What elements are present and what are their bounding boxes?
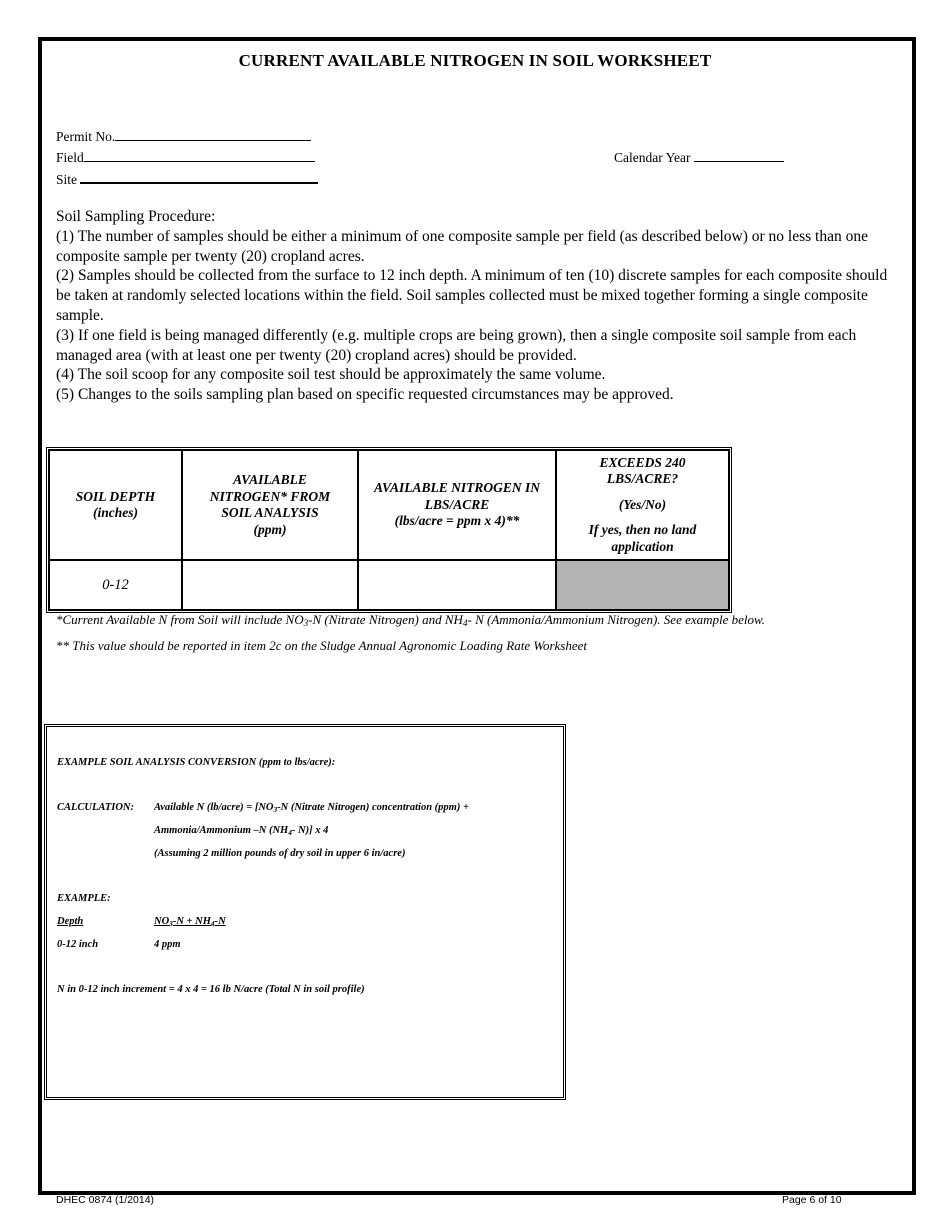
calculation-line-1: Available N (lb/acre) = [$NO_3-N$ (Nitrate Nitrogen) concentration (ppm) + <box>154 802 469 814</box>
soil-sampling-procedure <box>56 207 896 405</box>
depth-value: 0-12 inch <box>57 939 99 950</box>
procedure-item-5: (5) Changes to the soils sampling plan based on specific requested circumstances may be approved. <box>56 386 674 404</box>
nitrogen-header: $NO_3-N + NH_4-N$ <box>154 916 226 928</box>
example-heading: EXAMPLE SOIL ANALYSIS CONVERSION (ppm to lbs/acre): <box>57 757 336 768</box>
calculation-line-3: (Assuming 2 million pounds of dry soil in upper 6 in/acre) <box>154 848 406 859</box>
permit-field <box>56 128 311 145</box>
header-available-nitrogen-ppm: AVAILABLE NITROGEN* FROM SOIL ANALYSIS (ppm) <box>182 450 358 560</box>
example-box <box>44 724 566 1100</box>
site-label: Site <box>56 172 78 187</box>
depth-cell: 0-12 <box>49 560 182 610</box>
calculation-line-2: Ammonia/Ammonium –N ($NH_4-$ N)] x 4 <box>154 825 329 837</box>
field-label: Field <box>56 150 84 165</box>
permit-label: Permit No. <box>56 129 116 144</box>
footnote-current-available-n: *Current Available N from Soil will include $NO_3-N$ (Nitrate Nitrogen) and $NH_4-$ N (Ammonia/Ammonium Nitrogen). See example below. <box>56 612 765 628</box>
calendar-year-label: Calendar Year <box>614 150 691 165</box>
footnote-report-value: ** This value should be reported in item 2c on the Sludge Annual Agronomic Loading Rate Worksheet <box>56 638 588 653</box>
nitrogen-table <box>46 447 732 613</box>
permit-input-line[interactable] <box>115 128 311 141</box>
depth-header: Depth <box>57 916 84 927</box>
example-result: N in 0-12 inch increment = 4 x 4 = 16 lb N/acre (Total N in soil profile) <box>57 984 365 995</box>
calendar-year-field <box>614 149 784 166</box>
site-field <box>56 170 318 188</box>
header-available-nitrogen-lbs: AVAILABLE NITROGEN IN LBS/ACRE (lbs/acre = ppm x 4)** <box>358 450 556 560</box>
ppm-input-cell[interactable] <box>182 560 358 610</box>
lbs-input-cell[interactable] <box>358 560 556 610</box>
ppm-value: 4 ppm <box>154 939 181 950</box>
procedure-item-3: (3) If one field is being managed differently (e.g. multiple crops are being grown), then a single composite soil sample from each managed area (with at least one per twenty (20) cropland acres) should be provided. <box>56 326 857 364</box>
header-soil-depth: SOIL DEPTH (inches) <box>49 450 182 560</box>
calendar-year-input-line[interactable] <box>694 149 784 162</box>
page-title: CURRENT AVAILABLE NITROGEN IN SOIL WORKSHEET <box>238 51 712 70</box>
table-header-row <box>49 450 729 560</box>
exceeds-cell-shaded <box>556 560 729 610</box>
procedure-heading: Soil Sampling Procedure: <box>56 208 216 225</box>
form-id: DHEC 0874 (1/2014) <box>56 1194 155 1206</box>
field-input-line[interactable] <box>84 149 315 162</box>
calculation-label: CALCULATION: <box>57 802 135 813</box>
procedure-item-4: (4) The soil scoop for any composite soil test should be approximately the same volume. <box>56 366 606 384</box>
procedure-item-2: (2) Samples should be collected from the surface to 12 inch depth. A minimum of ten (10) discrete samples for each composite should be taken at randomly selected locations within the field. Soil samples collected must be mixed together forming a single composite sample. <box>56 267 888 324</box>
header-exceeds-240: EXCEEDS 240 LBS/ACRE? (Yes/No) If yes, then no land application <box>556 450 729 560</box>
example-label: EXAMPLE: <box>57 893 111 904</box>
page-number: Page 6 of 10 <box>782 1194 842 1206</box>
procedure-item-1: (1) The number of samples should be either a minimum of one composite sample per field (as described below) or no less than one composite sample per twenty (20) cropland acres. <box>56 227 868 265</box>
table-row <box>49 560 729 610</box>
site-input-line[interactable] <box>80 170 318 184</box>
field-field <box>56 149 315 166</box>
